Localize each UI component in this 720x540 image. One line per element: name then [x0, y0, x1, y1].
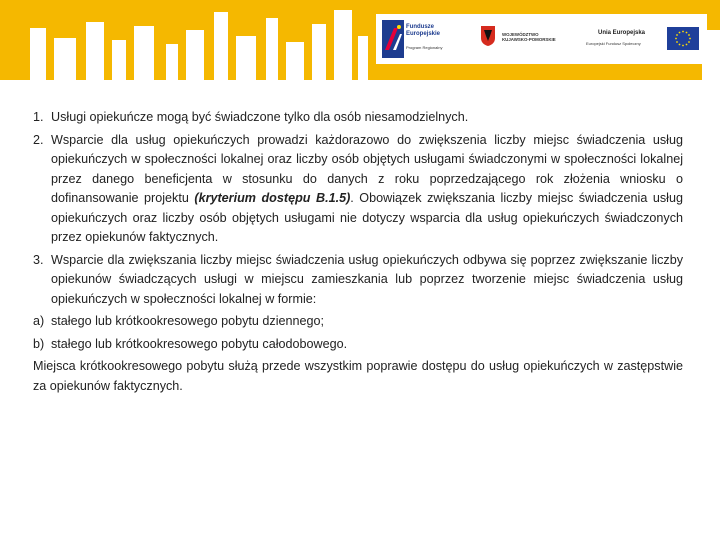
eu-subtitle: Europejski Fundusz Społeczny	[586, 41, 641, 46]
decor-block	[214, 12, 228, 80]
decor-block	[30, 28, 46, 80]
list-number: 1.	[33, 110, 44, 124]
criterion-reference: (kryterium dostępu B.1.5)	[194, 191, 351, 205]
fe-subtitle: Program Regionalny	[406, 45, 443, 50]
list-text: . Obowiązek zwiększania liczby miejsc świadczenia usług opiekuńczych oraz liczby osób objętych usługami nie dotyczy wsparcia dla usług opiekuńczych świadczonych przez opiekunów faktycznych.	[51, 191, 683, 244]
list-item	[33, 335, 683, 355]
decor-block	[334, 10, 352, 80]
fe-title: Fundusze Europejskie	[406, 24, 441, 37]
header-band	[0, 0, 720, 80]
decor-block	[54, 38, 76, 80]
list-text: Wsparcie dla usług opiekuńczych prowadzi każdorazowo do zwiększenia liczby miejsc świadczenia usług opiekuńczych w społeczności lokalnej oraz liczby osób objętych usługami świadczonymi w społeczności lokalnej przez danego beneficjenta w stosunku do danych z roku poprzedzającego rok złożenia wniosku o dofinansowanie projektu	[51, 132, 683, 205]
decor-block	[186, 30, 204, 80]
decor-block	[166, 44, 178, 80]
list-text: stałego lub krótkookresowego pobytu całodobowego.	[51, 336, 348, 351]
region-name: WOJEWÓDZTWO KUJAWSKO-POMORSKIE	[502, 32, 556, 42]
decor-block	[236, 36, 256, 80]
closing-paragraph: Miejsca krótkookresowego pobytu służą przede wszystkim poprawie dostępu do usług opiekuńczych w zastępstwie za opiekunów faktycznych.	[33, 359, 683, 393]
decor-block	[358, 36, 368, 80]
decor-block	[266, 18, 278, 80]
list-letter: b)	[33, 336, 45, 351]
decor-block	[134, 26, 154, 80]
list-number: 3.	[33, 252, 44, 267]
decor-block	[286, 42, 304, 80]
list-item	[33, 131, 683, 248]
list-text: stałego lub krótkookresowego pobytu dziennego;	[51, 314, 325, 328]
logo-region	[476, 14, 576, 64]
decor-block	[112, 40, 126, 80]
eu-title: Unia Europejska	[598, 30, 646, 36]
list-item	[33, 312, 683, 332]
decor-block	[312, 24, 326, 80]
logo-fundusze-europejskie	[376, 14, 476, 64]
decor-block	[86, 22, 104, 80]
list-item	[33, 108, 683, 128]
document-body	[33, 108, 683, 399]
list-number: 2.	[33, 132, 44, 147]
region-crest-icon	[481, 26, 495, 46]
logo-bar	[376, 14, 707, 64]
eu-flag-icon	[667, 27, 699, 50]
list-text: Wsparcie dla zwiększania liczby miejsc świadczenia usług opiekuńczych odbywa się poprzez zwiększanie liczby opiekunów świadczących usługi w miejscu zamieszkania lub poprzez tworzenie miejsc świadczenia usług opiekuńczych w społeczności lokalnej w formie:	[51, 252, 683, 306]
list-text: Usługi opiekuńcze mogą być świadczone tylko dla osób niesamodzielnych.	[51, 110, 469, 124]
list-letter: a)	[33, 314, 45, 328]
fundusze-europejskie-icon	[382, 20, 404, 58]
list-item	[33, 251, 683, 310]
